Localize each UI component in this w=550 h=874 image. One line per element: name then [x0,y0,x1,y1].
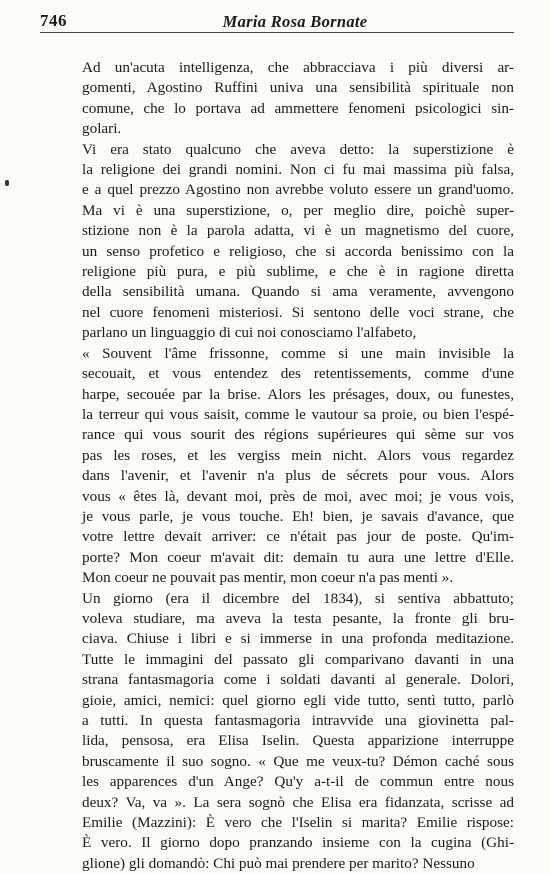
text-line: comune, che lo portava ad ammettere fenomeni psicologici sin- [82,99,514,117]
text-line: Emilie (Mazzini): È vero che l'Iselin si marita? Emilie rispose: [82,814,514,832]
text-line: Mon coeur ne pouvait pas mentir, mon coeur n'a pas menti ». [82,569,454,587]
text-line: religione più pura, e più sublime, e che è in ragione diretta [82,263,514,281]
text-line: secouait, et vous entendez des retentissements, comme d'une [82,365,514,383]
text-line: a tutti. In questa fantasmagoria intravvide una giovinetta pal- [82,712,514,729]
running-title: Maria Rosa Bornate [222,12,368,31]
text-line: harpe, secouée par la brise. Alors les présages, doux, ou funestes, [82,385,514,403]
text-line: les apparences d'un Ange? Qu'y a-t-il de commun entre nous [82,773,514,791]
text-line: glione) gli domandò: Chi può mai prendere per marito? Nessuno [82,854,475,872]
text-line: la religione dei grandi nomini. Non ci fu mai massima più falsa, [82,161,514,179]
paragraph [46,140,514,344]
text-line: stizione non è la parola adatta, vi è un magnetismo del cuore, [82,222,514,240]
text-line: e a quel prezzo Agostino non avrebbe voluto essere un grand'uomo. [82,181,514,199]
text-line: vous « êtes là, devant moi, près de moi, avec moi; je vous vois, [82,487,514,505]
text-line: della sensibilità umana. Quando si ama veramente, avvengono [82,283,514,301]
text-line: Ma vi è una superstizione, o, per meglio dire, poichè super- [82,201,514,219]
text-line: deux? Va, va ». La sera sognò che Elisa era fidanzata, scrisse ad [82,793,514,811]
text-line: rance qui vous sourit des régions supérieures qui sème sur vos [82,426,514,444]
text-line: pas les roses, et les vergiss mein nicht. Alors vous regardez [82,446,514,464]
page-number: 746 [40,11,67,30]
text-line: bruscamente il suo sogno. « Que me veux-tu? Démon caché sous [82,752,514,770]
text-line: la terreur qui vous saisit, comme le vautour sa proie, ou bien l'espé- [82,405,514,423]
text-line: porte? Mon coeur m'avait dit: demain tu aura une lettre d'Elle. [82,548,514,566]
page-header [0,6,550,32]
text-line: strana fantasmagoria come i soldati davanti al generale. Dolori, [82,671,514,689]
paragraph [46,58,514,140]
text-line: ciava. Chiuse i libri e si immerse in una profonda meditazione. [82,630,514,648]
text-line: gioie, amici, nemici: quel giorno egli vide tutto, sentì tutto, parlò [82,691,514,709]
text-line: votre lettre devait arriver: ce n'était pas jour de poste. Qu'im- [82,528,514,546]
paragraph [46,344,514,589]
text-line: Un giorno (era il dicembre del 1834), si sentiva abbattuto; [82,589,514,607]
header-rule [40,32,514,33]
text-line: gomenti, Agostino Ruffini univa una sensibilità spirituale non [82,79,514,97]
paragraph [46,589,514,874]
text-line: È vero. Il giorno dopo pranzando insieme con la cugina (Ghi- [82,834,514,852]
text-line: Tutte le immagini del passato gli comparivano davanti in una [82,650,514,668]
text-line: un senso profetico e religioso, che si accorda benissimo con la [82,242,514,260]
body-text [46,58,514,874]
text-line: lida, pensosa, era Elisa Iselin. Questa apparizione interruppe [82,732,514,750]
text-line: parlano un linguaggio di cui noi conosciamo l'alfabeto, [82,324,417,342]
text-line: nel cuore fenomeni misteriosi. Si sentono delle voci strane, che [82,303,514,321]
text-line: « Souvent l'âme frissonne, comme si une main invisible la [82,344,514,362]
margin-ink-mark [5,180,9,186]
text-line: dans l'avenir, et l'avenir n'a plus de sécrets pour vous. Alors [82,467,514,485]
text-line: voleva studiare, ma aveva la testa pesante, la fronte gli bru- [82,609,514,627]
text-line: je vous parle, je vous touche. Eh! bien, je savais d'avance, que [82,507,514,525]
text-line: Vi era stato qualcuno che aveva detto: la superstizione è [82,140,514,158]
text-line: Ad un'acuta intelligenza, che abbracciava i più diversi ar- [82,59,514,76]
text-line: golari. [82,120,122,138]
